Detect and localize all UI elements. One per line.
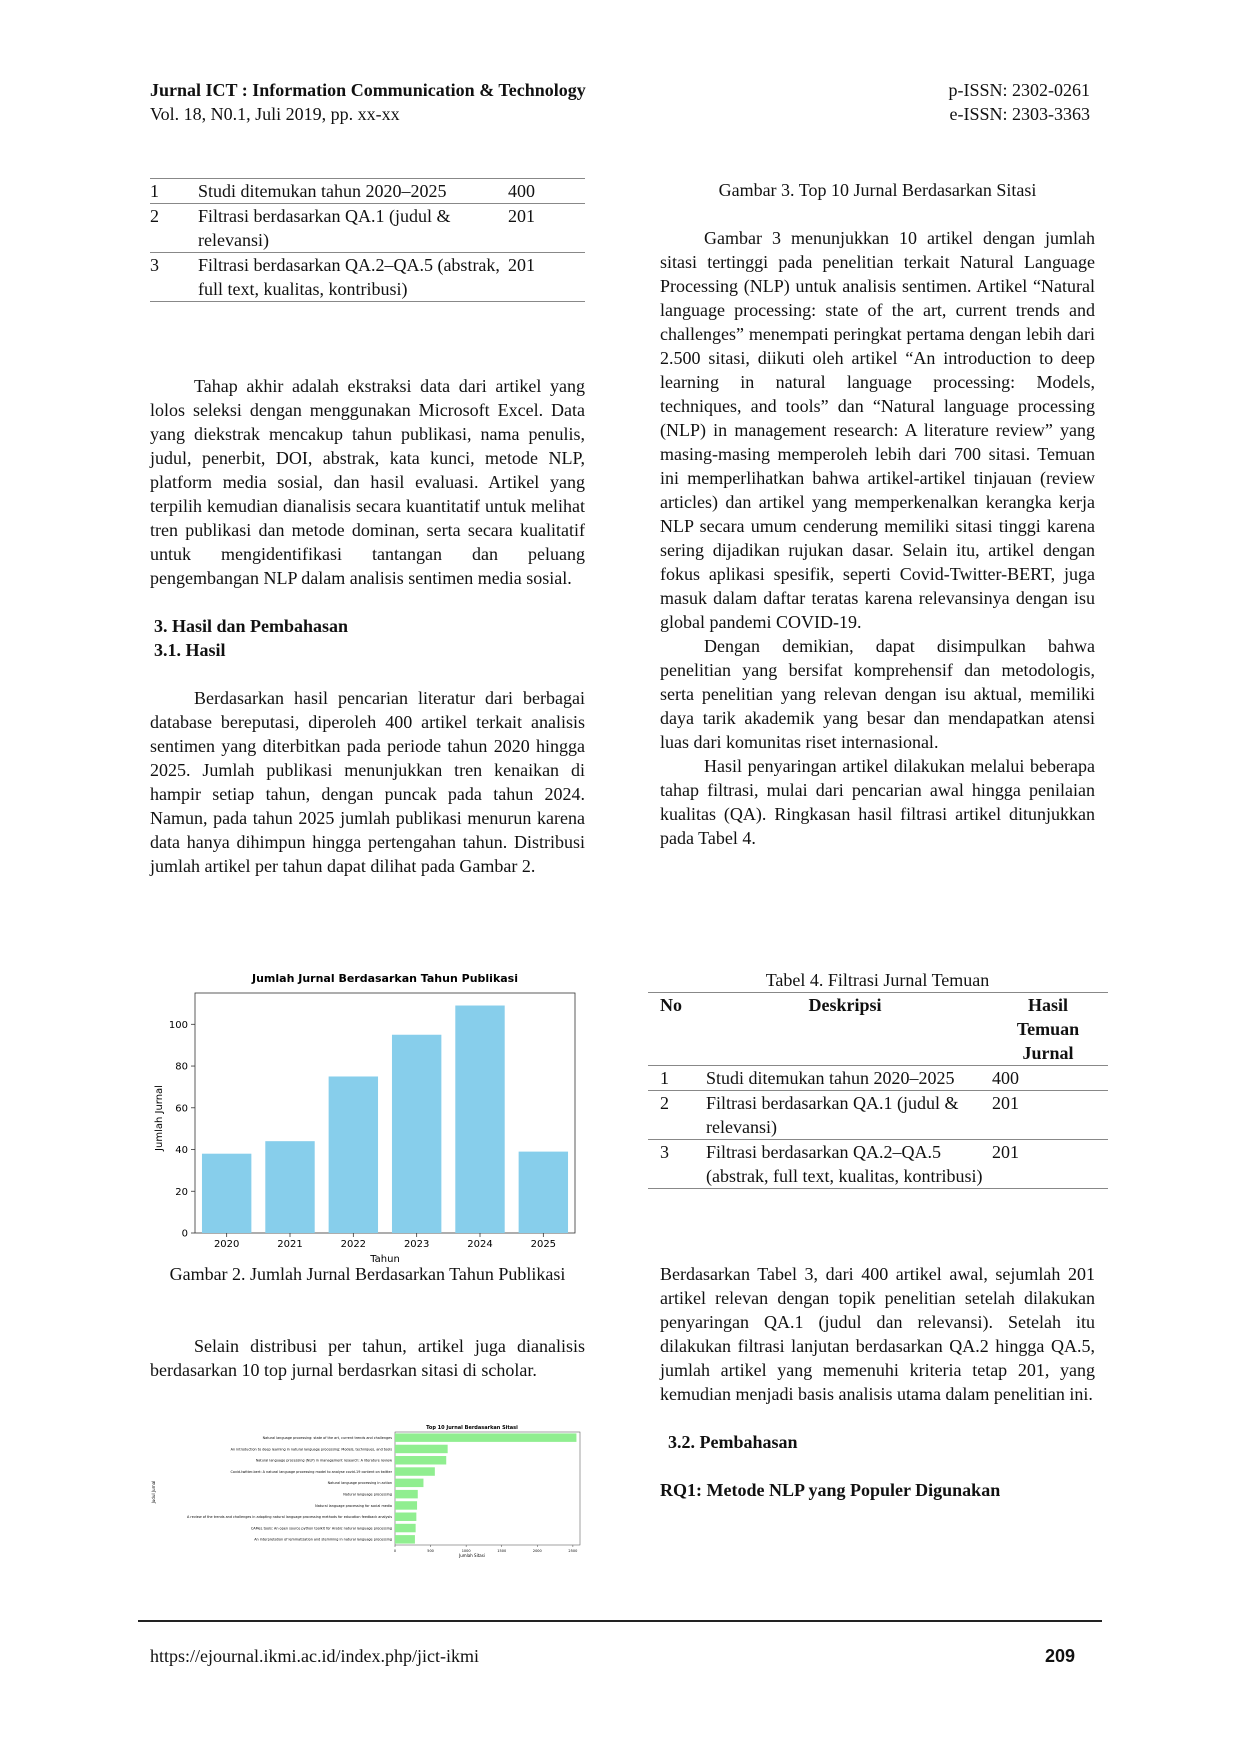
chart-title: Top 10 Jurnal Berdasarkan Sitasi <box>426 1425 518 1431</box>
section-heading: 3. Hasil dan Pembahasan <box>154 616 349 636</box>
y-tick-label: An interpretation of lemmatization and stemming in natural language processing <box>254 1537 392 1542</box>
page-number: 209 <box>1044 1646 1075 1666</box>
y-tick-label: 20 <box>175 1186 188 1198</box>
row-description: Studi ditemukan tahun 2020–2025 <box>706 1068 955 1088</box>
table-row <box>648 1091 1108 1140</box>
bar <box>395 1479 423 1487</box>
paragraph: Gambar 3 menunjukkan 10 artikel dengan jumlah sitasi tertinggi pada penelitian terkait Natural Language Processing (NLP) untuk analisis sentimen. Artikel “Natural language processing: state of the art, current trends and challenges” menempati peringkat pertama dengan lebih dari 2.500 sitasi, diikuti oleh artikel “An introduction to deep learning in natural language processing: Models, techniques, and tools” dan “Natural language processing (NLP) in management research: A literature review” yang masing-masing memperoleh lebih dari 700 sitasi. Temuan ini memperlihatkan bahwa artikel-artikel tinjauan (review articles) dan artikel yang memperkenalkan kerangka kerja NLP secara umum cenderung memiliki sitasi tinggi karena sering dijadikan rujukan dasar. Selain itu, artikel dengan fokus aplikasi spesifik, seperti Covid-Twitter-BERT, juga masuk dalam daftar teratas karena relevansinya dengan isu global pandemi COVID-19. <box>660 228 1095 632</box>
paragraph: Berdasarkan Tabel 3, dari 400 artikel awal, sejumlah 201 artikel relevan dengan topik penelitian setelah dilakukan penyaringan QA.1 (judul dan relevansi). Setelah itu dilakukan filtrasi lanjutan berdasarkan QA.2 hingga QA.5, jumlah artikel yang memenuhi kriteria tetap 201, yang kemudian menjadi basis analisis utama dalam penelitian ini. <box>660 1264 1095 1404</box>
paragraph: Berdasarkan hasil pencarian literatur dari berbagai database bereputasi, diperoleh 400 artikel terkait analisis sentimen yang diterbitkan pada periode tahun 2020 hingga 2025. Jumlah publikasi menunjukkan tren kenaikan di hampir setiap tahun, dengan puncak pada tahun 2024. Namun, pada tahun 2025 jumlah publikasi menurun karena data hanya dihimpun hingga pertengahan tahun. Distribusi jumlah artikel per tahun dapat dilihat pada Gambar 2. <box>150 688 585 876</box>
table-row <box>648 1066 1108 1091</box>
bar <box>202 1154 251 1233</box>
paragraph: Dengan demikian, dapat disimpulkan bahwa penelitian yang bersifat komprehensif dan metodologis, serta penelitian yang relevan dengan isu aktual, memiliki daya tarik akademik yang besar dan mendapatkan atensi luas dari komunitas riset internasional. <box>660 636 1095 752</box>
footer-url: https://ejournal.ikmi.ac.id/index.php/jict-ikmi <box>150 1646 479 1666</box>
figure-3-caption: Gambar 3. Top 10 Jurnal Berdasarkan Sitasi <box>718 180 1037 200</box>
y-tick-label: CAMeL tools: An open source python toolkit for Arabic natural language processing <box>250 1526 392 1531</box>
figure-2-bar-chart <box>150 968 590 1263</box>
paragraph: Tahap akhir adalah ekstraksi data dari artikel yang lolos seleksi dengan menggunakan Microsoft Excel. Data yang diekstrak mencakup tahun publikasi, nama penulis, judul, penerbit, DOI, abstrak, kata kunci, metode NLP, platform media sosial, dan hasil evaluasi. Artikel yang terpilih kemudian dianalisis secara kuantitatif untuk melihat tren publikasi dan metode dominan, serta secara kualitatif untuk mengidentifikasi tantangan dan peluang pengembangan NLP dalam analisis sentimen media sosial. <box>150 376 585 588</box>
row-number: 1 <box>150 181 159 201</box>
x-tick-label: 2500 <box>568 1549 578 1553</box>
x-tick-label: 500 <box>427 1549 434 1553</box>
row-number: 3 <box>660 1142 669 1162</box>
y-tick-label: Natural language processing in action <box>327 1481 392 1486</box>
column-header: Hasil Temuan Jurnal <box>1016 995 1080 1063</box>
row-number: 3 <box>150 255 159 275</box>
pissn: p-ISSN: 2302-0261 <box>948 80 1090 100</box>
x-axis-label: Tahun <box>370 1254 400 1263</box>
y-tick-label: A review of the trends and challenges in adopting natural language processing methods for education feedback analysis <box>187 1515 392 1520</box>
bar <box>329 1076 378 1233</box>
figure-2-caption: Gambar 2. Jumlah Jurnal Berdasarkan Tahun Publikasi <box>169 1264 566 1284</box>
row-value: 201 <box>508 255 535 275</box>
left-column-body-2 <box>150 1334 585 1382</box>
x-tick-label: 1000 <box>461 1549 471 1553</box>
table-row <box>648 1140 1108 1189</box>
row-description: Filtrasi berdasarkan QA.1 (judul & relevansi) <box>706 1093 959 1137</box>
row-description: Filtrasi berdasarkan QA.2–QA.5 (abstrak, full text, kualitas, kontribusi) <box>198 255 500 299</box>
bar <box>395 1501 417 1509</box>
y-tick-label: Natural language processing: state of the art, current trends and challenges <box>262 1435 392 1440</box>
journal-title: Jurnal ICT : Information Communication & Technology <box>150 80 586 100</box>
bar <box>265 1141 314 1233</box>
row-value: 201 <box>992 1142 1019 1162</box>
x-tick-label: 1500 <box>497 1549 507 1553</box>
bar <box>395 1433 576 1441</box>
table-4 <box>648 992 1108 1189</box>
row-description: Filtrasi berdasarkan QA.1 (judul & relevansi) <box>198 206 451 250</box>
column-header: Deskripsi <box>808 995 882 1015</box>
footer-rule <box>138 1620 1102 1622</box>
table-row <box>150 179 585 204</box>
y-tick-label: Natural language processing for social media <box>315 1503 392 1508</box>
y-axis-label: Jumlah Jurnal <box>154 1085 165 1151</box>
right-column-body <box>660 226 1095 850</box>
y-tick-label: 80 <box>175 1061 188 1073</box>
journal-volume: Vol. 18, N0.1, Juli 2019, pp. xx-xx <box>150 104 400 124</box>
subsection-heading: 3.2. Pembahasan <box>668 1432 798 1452</box>
table-row <box>150 204 585 253</box>
left-column-body <box>150 374 585 878</box>
research-question-heading: RQ1: Metode NLP yang Populer Digunakan <box>660 1480 1001 1500</box>
bar <box>519 1152 568 1233</box>
bar <box>395 1467 435 1475</box>
y-tick-label: An introduction to deep learning in natural language processing: Models, techniques, and tools <box>230 1447 392 1452</box>
x-tick-label: 2024 <box>467 1239 493 1250</box>
x-tick-label: 2025 <box>530 1239 557 1250</box>
row-value: 400 <box>992 1068 1019 1088</box>
row-value: 201 <box>508 206 535 226</box>
bar <box>395 1490 418 1498</box>
paragraph: Hasil penyaringan artikel dilakukan melalui beberapa tahap filtrasi, mulai dari pencarian awal hingga penilaian kualitas (QA). Ringkasan hasil filtrasi artikel ditunjukkan pada Tabel 4. <box>660 756 1095 848</box>
running-header-left <box>150 78 586 126</box>
top-table-continued <box>150 178 585 302</box>
row-description: Filtrasi berdasarkan QA.2–QA.5 (abstrak, full text, kualitas, kontribusi) <box>706 1142 983 1186</box>
plot-frame <box>195 993 575 1233</box>
running-header-right <box>948 78 1090 126</box>
subsection-heading: 3.1. Hasil <box>154 640 226 660</box>
row-value: 201 <box>992 1093 1019 1113</box>
y-tick-label: 60 <box>175 1103 188 1115</box>
y-tick-label: Natural language processing <box>343 1492 392 1497</box>
row-number: 2 <box>660 1093 669 1113</box>
bar <box>455 1006 504 1233</box>
table-4-caption: Tabel 4. Filtrasi Jurnal Temuan <box>765 970 990 990</box>
x-tick-label: 2021 <box>277 1239 303 1250</box>
bar <box>395 1524 416 1532</box>
y-tick-label: 40 <box>175 1145 188 1157</box>
table-header-row <box>648 993 1108 1066</box>
bar <box>395 1456 446 1464</box>
bar <box>395 1445 448 1453</box>
row-number: 1 <box>660 1068 669 1088</box>
figure-3-hbar-chart <box>150 1420 590 1560</box>
x-tick-label: 2022 <box>340 1239 367 1250</box>
y-axis-label: Judul Jurnal <box>151 1480 156 1504</box>
x-tick-label: 2000 <box>532 1549 542 1553</box>
bar <box>392 1035 441 1233</box>
y-tick-label: Covid-twitter-bert: A natural language processing model to analyse covid-19 content on twitter <box>230 1469 392 1474</box>
x-tick-label: 2023 <box>403 1239 430 1250</box>
x-axis-label: Jumlah Sitasi <box>459 1553 485 1558</box>
y-tick-label: Natural language processing (NLP) in management research: A literature review <box>255 1458 392 1463</box>
x-tick-label: 2020 <box>213 1239 240 1250</box>
row-description: Studi ditemukan tahun 2020–2025 <box>198 181 447 201</box>
paragraph: Selain distribusi per tahun, artikel juga dianalisis berdasarkan 10 top jurnal berdasrkan sitasi di scholar. <box>150 1336 585 1380</box>
column-header: No <box>660 995 682 1015</box>
x-tick-label: 0 <box>393 1549 397 1553</box>
row-value: 400 <box>508 181 535 201</box>
y-tick-label: 100 <box>168 1019 188 1031</box>
eissn: e-ISSN: 2303-3363 <box>949 104 1090 124</box>
right-column-body-2 <box>660 1262 1095 1502</box>
table-row <box>150 253 585 302</box>
row-number: 2 <box>150 206 159 226</box>
chart-title: Jumlah Jurnal Berdasarkan Tahun Publikasi <box>252 972 518 985</box>
bar <box>395 1513 416 1521</box>
y-tick-label: 0 <box>181 1228 188 1240</box>
bar <box>395 1535 415 1543</box>
